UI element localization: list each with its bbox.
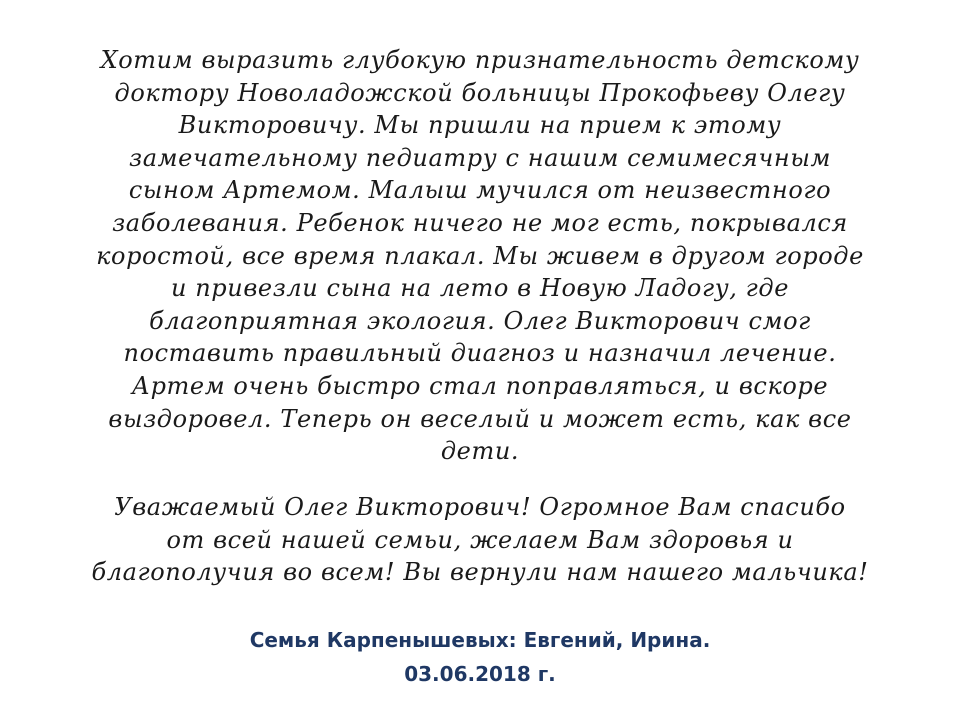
letter-line: заболевания. Ребенок ничего не мог есть, покрывался [112, 208, 848, 237]
letter-line: доктору Новоладожской больницы Прокофьеву Олегу [114, 78, 846, 107]
letter-line: благополучия во всем! Вы вернули нам нашего мальчика! [91, 558, 869, 587]
letter-line: Викторовичу. Мы пришли на прием к этому [178, 111, 782, 140]
signature-family: Семья Карпенышевых: Евгений, Ирина. [249, 628, 711, 652]
letter-line: Хотим выразить глубокую признательность детскому [100, 46, 860, 74]
letter-line: выздоровел. Теперь он веселый и может есть, как все [108, 404, 852, 433]
letter-paragraph-1 [40, 44, 920, 468]
signature-block [0, 623, 960, 691]
letter-line: поставить правильный диагноз и назначил лечение. [123, 339, 837, 368]
letter-line: Уважаемый Олег Викторович! Огромное Вам спасибо [114, 493, 846, 521]
letter-line: от всей нашей семьи, желаем Вам здоровья и [166, 525, 794, 554]
letter-line: замечательному педиатру с нашим семимесячным [129, 143, 831, 172]
signature-date: 03.06.2018 г. [404, 662, 556, 686]
letter-line: коростой, все время плакал. Мы живем в другом городе [96, 241, 864, 270]
letter-paragraph-2 [40, 491, 920, 589]
letter-line: Артем очень быстро стал поправляться, и вскоре [131, 371, 829, 400]
letter-line: благоприятная экология. Олег Викторович смог [149, 306, 811, 335]
letter-line: и привезли сына на лето в Новую Ладогу, где [170, 274, 790, 303]
letter-line: дети. [440, 437, 520, 466]
letter-line: сыном Артемом. Малыш мучился от неизвестного [128, 176, 832, 205]
